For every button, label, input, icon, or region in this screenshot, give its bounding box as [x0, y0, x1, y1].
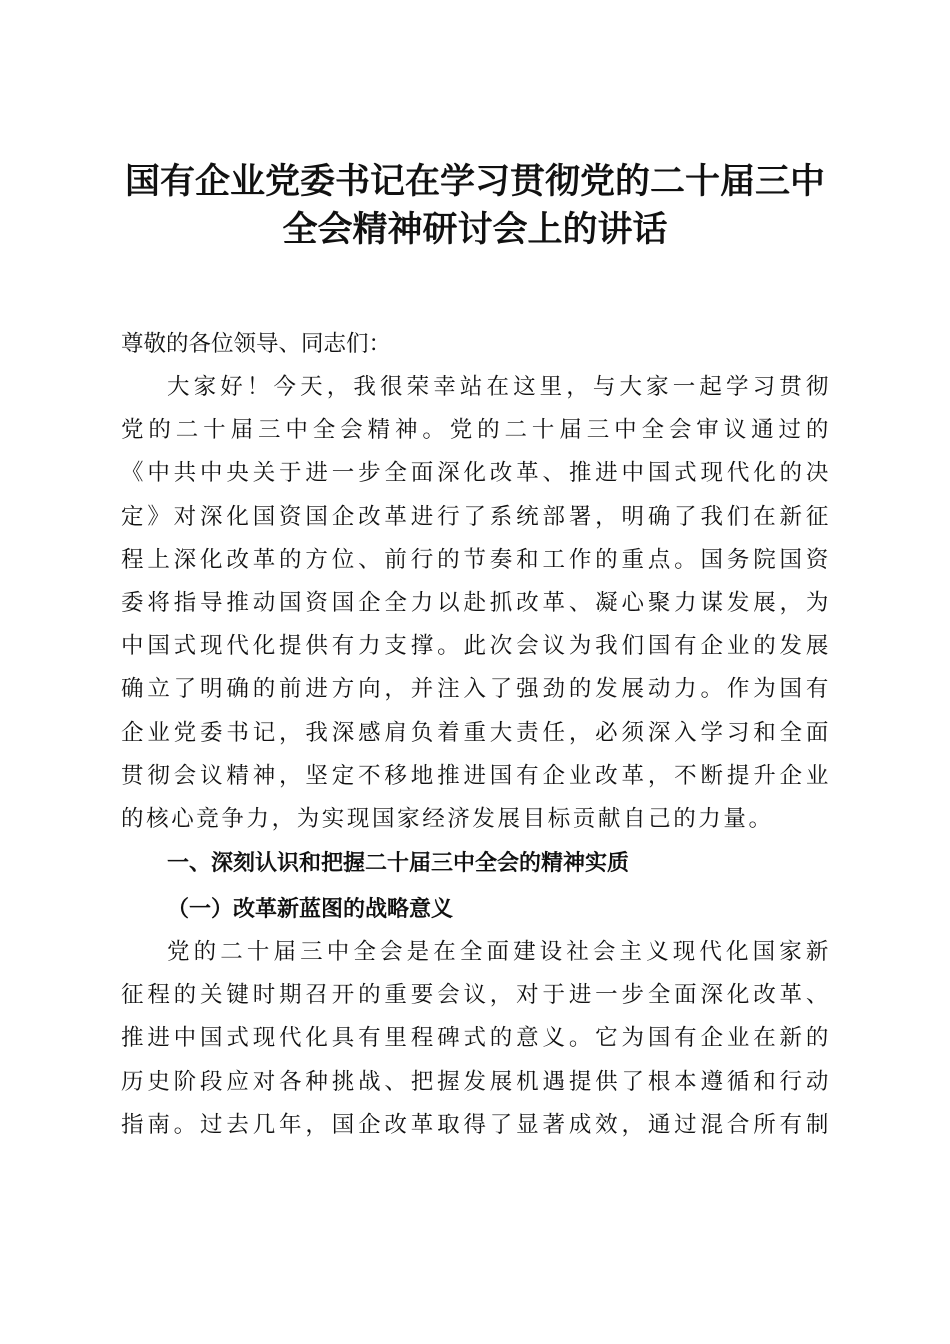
paragraph-line: 确立了明确的前进方向，并注入了强劲的发展动力。作为国有 [121, 676, 831, 703]
paragraph-line: 定》对深化国资国企改革进行了系统部署，明确了我们在新征 [121, 503, 831, 530]
paragraph-line: 指南。过去几年，国企改革取得了显著成效，通过混合所有制 [121, 1111, 831, 1138]
title-line-1: 国有企业党委书记在学习贯彻党的二十届三中 [124, 161, 825, 202]
paragraph-line: 的核心竞争力，为实现国家经济发展目标贡献自己的力量。 [121, 805, 774, 832]
subsection-heading: （一）改革新蓝图的战略意义 [167, 896, 454, 923]
title-line-2: 全会精神研讨会上的讲话 [282, 209, 668, 250]
paragraph-line: 大家好！今天，我很荣幸站在这里，与大家一起学习贯彻 [167, 374, 831, 400]
paragraph-line: 程上深化改革的方位、前行的节奏和工作的重点。国务院国资 [121, 546, 831, 573]
paragraph-section-1 [121, 931, 831, 1147]
paragraph-line: 党的二十届三中全会精神。党的二十届三中全会审议通过的 [121, 417, 831, 444]
paragraph-line: 党的二十届三中全会是在全面建设社会主义现代化国家新 [167, 939, 831, 966]
paragraph-intro [121, 366, 831, 841]
paragraph-line: 征程的关键时期召开的重要会议，对于进一步全面深化改革、 [121, 982, 831, 1009]
paragraph-line: 《中共中央关于进一步全面深化改革、推进中国式现代化的决 [121, 460, 831, 487]
section-heading: 一、深刻认识和把握二十届三中全会的精神实质 [167, 851, 630, 877]
document-body [121, 322, 831, 1147]
paragraph-line: 贯彻会议精神，坚定不移地推进国有企业改革，不断提升企业 [121, 762, 831, 789]
paragraph-line: 委将指导推动国资国企全力以赴抓改革、凝心聚力谋发展，为 [121, 589, 831, 616]
paragraph-line: 中国式现代化提供有力支撑。此次会议为我们国有企业的发展 [121, 633, 831, 660]
salutation: 尊敬的各位领导、同志们： [121, 331, 392, 357]
paragraph-line: 历史阶段应对各种挑战、把握发展机遇提供了根本遵循和行动 [121, 1068, 831, 1095]
paragraph-line: 企业党委书记，我深感肩负着重大责任，必须深入学习和全面 [121, 719, 831, 746]
document-title [100, 158, 850, 254]
paragraph-line: 推进中国式现代化具有里程碑式的意义。它为国有企业在新的 [121, 1025, 831, 1052]
